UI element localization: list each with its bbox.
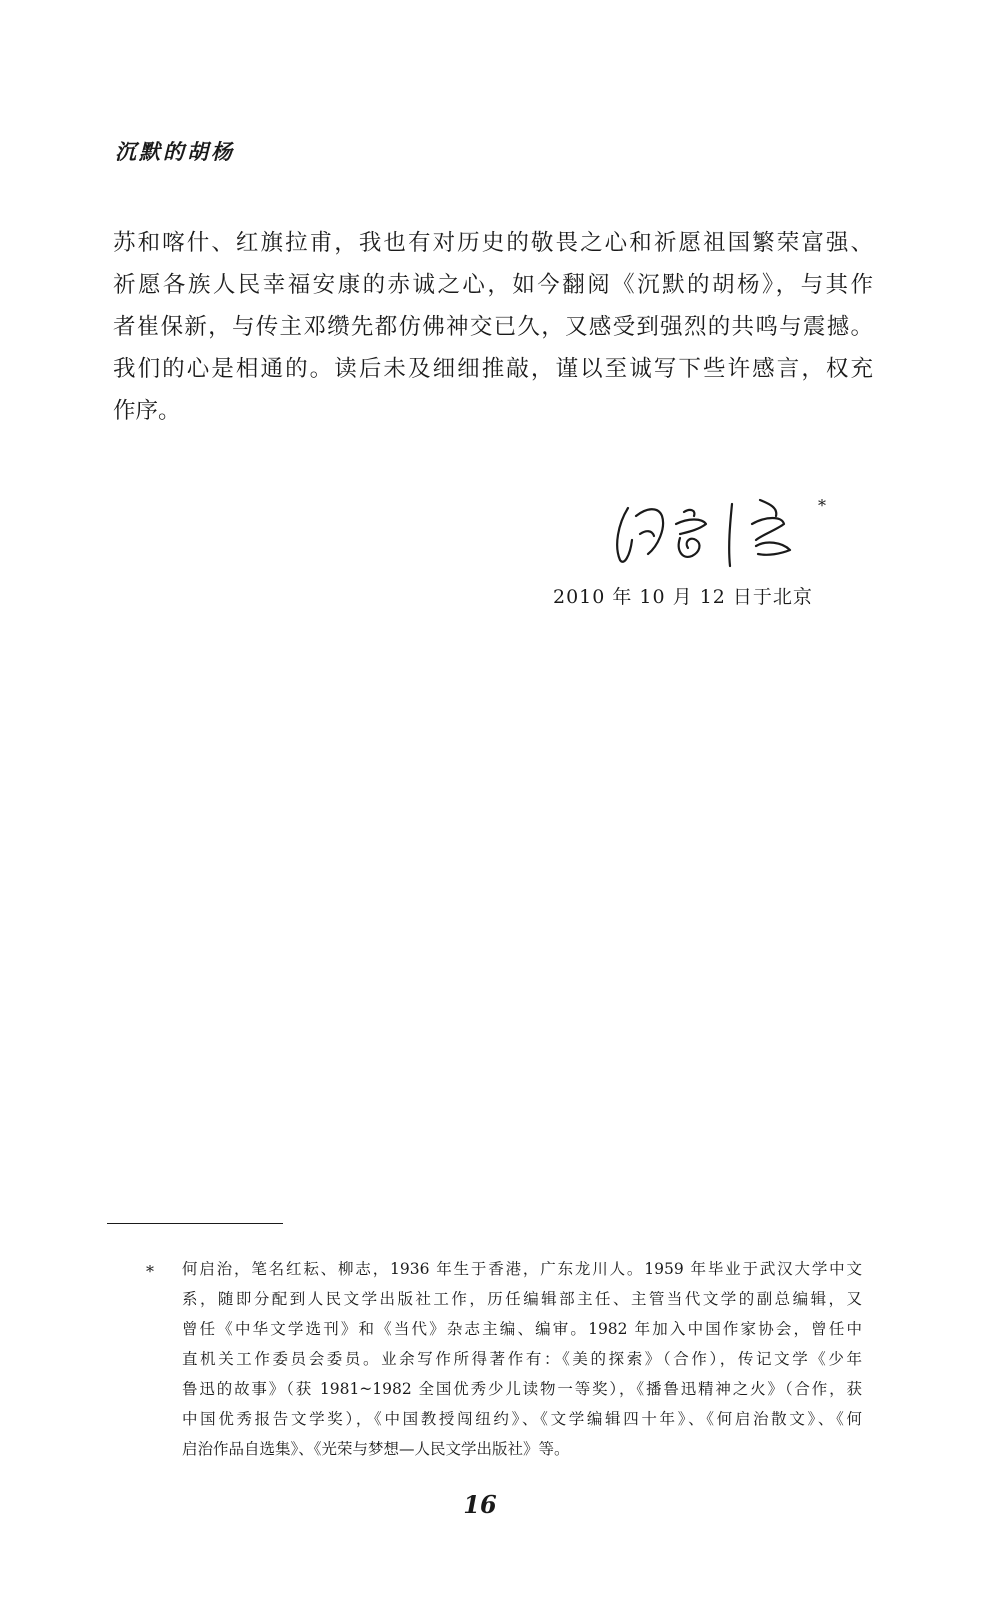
- body-line: 我们的心是相通的。读后未及细细推敲，谨以至诚写下些许感言，权充: [113, 356, 873, 382]
- footnote-line: 直机关工作委员会委员。业余写作所得著作有：《美的探索》（合作），传记文学《少年: [182, 1350, 862, 1368]
- footnote-line: 启治作品自选集》、《光荣与梦想—人民文学出版社》等。: [182, 1440, 570, 1458]
- handwritten-signature: [610, 494, 825, 574]
- footnote-line: 中国优秀报告文学奖），《中国教授闯纽约》、《文学编辑四十年》、《何启治散文》、《何: [182, 1410, 862, 1428]
- body-line: 作序。: [113, 398, 181, 424]
- body-line: 苏和喀什、红旗拉甫，我也有对历史的敬畏之心和祈愿祖国繁荣富强、: [113, 230, 873, 256]
- footnote-marker: *: [146, 1262, 154, 1281]
- footnote-text: [182, 1254, 862, 1464]
- footnote-line: 何启治，笔名红耘、柳志，1936 年生于香港，广东龙川人。1959 年毕业于武汉大学中文: [182, 1260, 862, 1278]
- footnote-line: 鲁迅的故事》（获 1981~1982 全国优秀少儿读物一等奖），《播鲁迅精神之火》（合作，获: [182, 1380, 862, 1398]
- signature-footnote-mark: *: [818, 496, 826, 515]
- footnote-rule: [107, 1223, 283, 1224]
- body-line: 者崔保新，与传主邓缵先都仿佛神交已久，又感受到强烈的共鸣与震撼。: [113, 314, 873, 340]
- running-header: 沉默的胡杨: [115, 139, 235, 164]
- page-number: 16: [463, 1490, 497, 1519]
- body-line: 祈愿各族人民幸福安康的赤诚之心，如今翻阅《沉默的胡杨》，与其作: [113, 272, 873, 298]
- date-line: 2010 年 10 月 12 日于北京: [553, 586, 813, 608]
- body-text: [113, 222, 873, 432]
- footnote-line: 系，随即分配到人民文学出版社工作，历任编辑部主任、主管当代文学的副总编辑，又: [182, 1290, 862, 1308]
- footnote-line: 曾任《中华文学选刊》和《当代》杂志主编、编审。1982 年加入中国作家协会，曾任中: [182, 1320, 862, 1338]
